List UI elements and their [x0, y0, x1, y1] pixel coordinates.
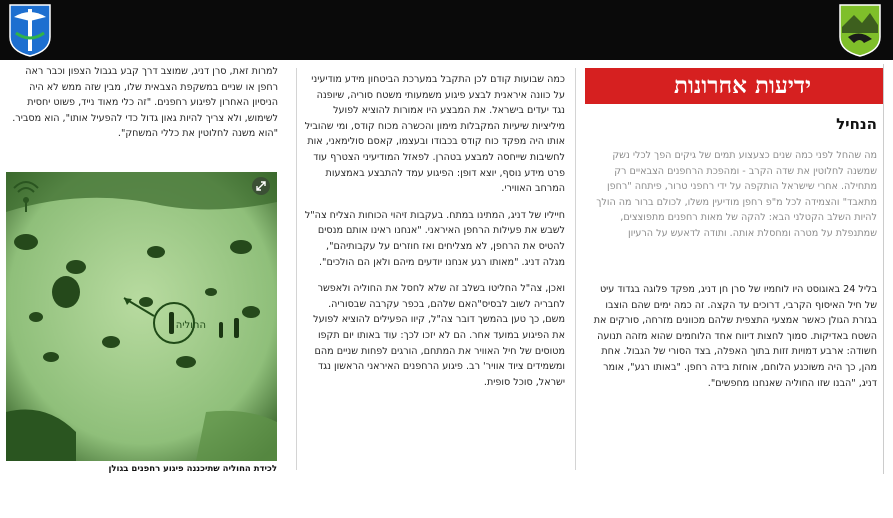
photo-label: החוליה	[175, 320, 206, 331]
night-vision-image	[6, 172, 277, 461]
masthead-title: ידיעות אחרונות	[673, 72, 811, 99]
body-paragraph: בליל 24 באוגוסט היו לוחמיו של סרן חן דניג, מפקד פלוגה בגדוד עיט של חיל האיסוף הקרבי, דרוכים עד הקצה. זה כמה ימים שהם הוצבו בגזרת הגולן כאשר אמצעי התצפית שלהם מכוונים מזרחה, סורקים את השטח באדיקות. סמוך לחצות דיווח אחד הלוחמים שהוא מזהה תנועה חשודה: ארבע דמויות זזות בתוך האפלה, בצד הסורי של הגבול. אחת מהן, כך היה משוכנע הלוחם, אוחזת בידה רחפן. "באותו רגע", אומר דניג, "הבנו שזו החוליה שאנחנו מחפשים".	[593, 284, 877, 389]
header-bar	[0, 0, 893, 60]
body-paragraph: ואכן, צה"ל החליטו בשלב זה שלא לחסל את החוליה ולאפשר לחבריה לשוב לבסיס"האם שלהם, בכפר עקרבה שבסוריה. משם, כך טען בהמשך דובר צה"ל, קיוו הפעילים להוציא לפועל את הפיגוע במועד אחר. הם לא יזכו לכך: עוד באותו יום תקפו מטוסים של חיל האוויר את המתחם, הורגים לפחות שניים מהם ומשמידים ציוד אוויר' רב. פיגוע הרחפנים האיראני הראשון נגד ישראל, סוכל סופית.	[313, 283, 565, 388]
masthead-banner	[585, 68, 883, 104]
body-paragraph: חייליו של דניג, המתינו במתח. בעקבות זיהוי הכוחות הצליח צה"ל לשבש את פעילות הרחפן האיראני. "אנחנו ראינו אותם מנסים להטיס את הרחפן, לא מצליחים ואז חוזרים על עקבותיהם", מגלה דניג. "מאותו רגע אנחנו יודעים מיהם ולאן הם הולכים".	[304, 209, 565, 268]
lead-paragraph: מה שהחל לפני כמה שנים כצעצוע תמים של גיקים הפך לכלי נשק שמשנה לחלוטין את שדה הקרב - ומהפכת הרחפנים הצבאיים רק מתחילה. אחרי שישראל הותקפה על ידי רחפני טרור, פיתחה "רחפן מתאבד" והצמידה לכל מ"פ רחפן מודיעין משלו, לכולם ברור מה הולך להיות השלב הקטלני הבא: להקה של מאות רחפנים מתפוצצים, שמתנפלת על מטרה ומחסלת אותה. ותודה לדאעש על הרעיון	[596, 150, 877, 239]
column-right	[585, 64, 884, 474]
night-vision-photo	[6, 172, 277, 461]
section-title: הנחיל	[836, 115, 877, 133]
expand-icon[interactable]	[252, 177, 270, 195]
body-paragraph: כמה שבועות קודם לכן התקבל במערכת הביטחון מידע מודיעיני על כוונה איראנית לבצע פיגוע משמעותי משטח סוריה, שיופנה נגד יעדים בישראל. את המבצע היו אמורות להוציא לפועל מיליציות שיעיות המקבלות מימון והכשרה מכוח קודס, ומי שהוביל אותו היה מפקד כוח קודס בכבודו ובעצמו, קאסם סולימאני, אות לחשיבות שייחסה למבצע בטהרן. לפאזל המודיעיני הצטרף עוד פרט מידע נוסף, יוצא דופן: הפיגוע עמד להתבצע באמצעות המרחב האווירי.	[304, 74, 565, 195]
photo-caption: לכידת החוליה שתיכננה פיגוע רחפנים בגולן	[108, 464, 277, 474]
body-paragraph: למרות זאת, סרן דניג, שמוצב דרך קבע בגבול הצפון וכבר ראה רחפן או שניים במשקפת הצבאית שלו, מבין שזה ממש לא היה הניסיון האחרון לפיגוע רחפנים. "זה כלי מאוד נייד, פשוט יחסית לשימוש, ולא צריך להיות גאון גדול כדי להפעיל אותו", הוא מסביר. "הוא משנה לחלוטין את כללי המשחק".	[12, 66, 278, 140]
column-left	[6, 64, 278, 153]
eagle-emblem-icon	[838, 3, 882, 57]
column-middle	[296, 68, 576, 470]
unit-emblem-icon	[8, 3, 52, 57]
